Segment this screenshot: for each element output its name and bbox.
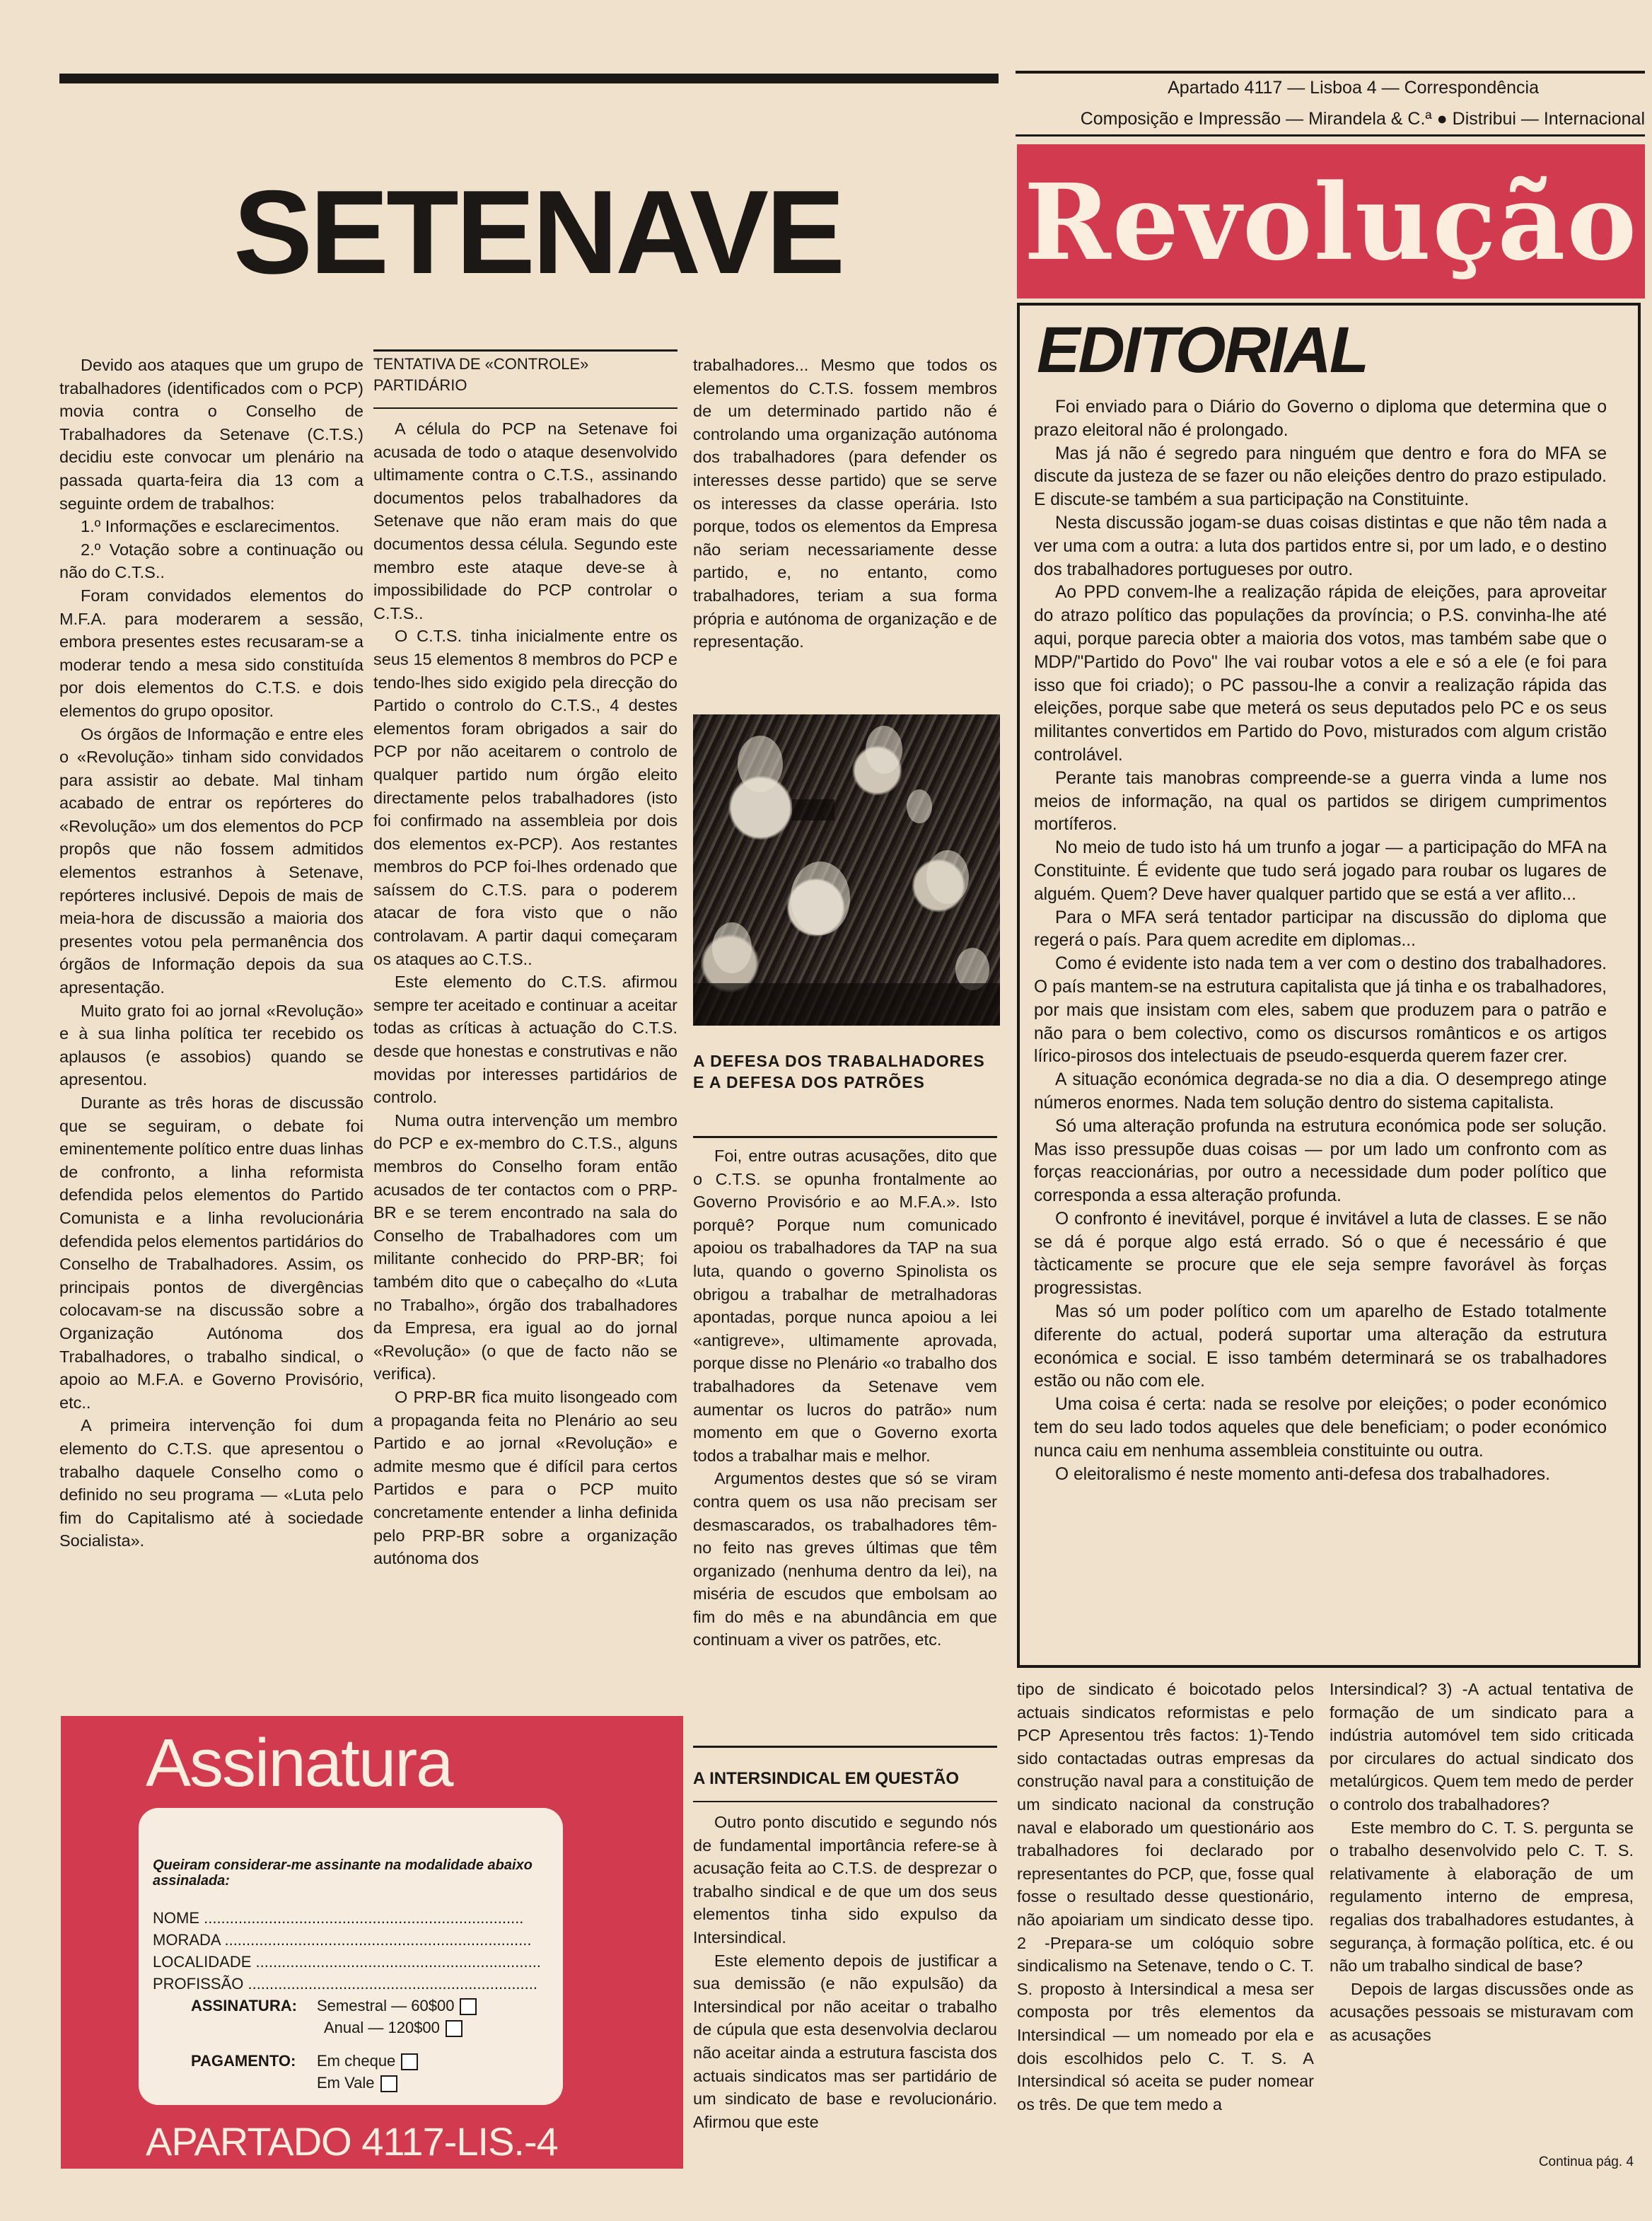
subscription-form: [139, 1808, 563, 2105]
locality-field[interactable]: LOCALIDADE ..................................................................: [153, 1953, 541, 1971]
address-field[interactable]: MORADA .......................................................................: [153, 1931, 532, 1949]
profession-field-label: PROFISSÃO: [153, 1975, 244, 1993]
article-paragraph: Este elemento do C.T.S. afirmou sempre ter aceitado e continuar a aceitar todas as críticas à actuação do C.T.S. desde que honestas e construtivas e não movidas por interesses partidários de controlo.: [373, 973, 677, 1107]
article-paragraph: tipo de sindicato é boicotado pelos actuais sindicatos reformistas e pelo PCP Apresentou três factos: 1)-Tendo sido contactadas outras empresas da construção naval para a constituição de um sindicato nacional da construção naval e elaborado um questionário aos trabalhadores foi declarado por representantes do PCP, que, fosse qual fosse o resultado desse questionário, não apoiariam um sindicato desse tipo. 2 -Prepara-se um colóquio sobre sindicalismo na Setenave, tendo o C. T. S. proposto à Intersindical a mesa ser composta por três elementos da Intersindical — um nomeado por ela e dois escolhidos pelo C. T. S. A Intersindical só aceita se puder nomear os três. De que tem medo a: [1017, 1680, 1314, 2113]
top-rule-left: [59, 74, 999, 83]
article-paragraph: Numa outra intervenção um membro do PCP e ex-membro do C.T.S., alguns membros do Conselho foram então acusados de ter contactos com o PRP-BR e se terem encontrado na sala do Conselho de Trabalhadores com um militante conhecido do PRP-BR; foi também dito que o cabeçalho do «Luta no Trabalho», órgão dos trabalhadores da Empresa, era igual ao do jornal «Revolução» (o que de facto não se verifica).: [373, 1110, 677, 1384]
name-field-label: NOME: [153, 1909, 199, 1927]
article-column-4: [1017, 1678, 1314, 2173]
top-rule-right: [1016, 71, 1645, 74]
article-column-2: [373, 417, 677, 1691]
editorial-paragraph: Foi enviado para o Diário do Governo o diploma que determina que o prazo eleitoral não é prolongado.: [1034, 398, 1607, 440]
editorial-paragraph: Uma coisa é certa: nada se resolve por eleições; o poder económico tem do seu lado todos aqueles que dele beneficiam; o poder económico nunca caiu em nenhuma assembleia constituinte ou outra.: [1034, 1395, 1607, 1461]
article-paragraph: trabalhadores... Mesmo que todos os elementos do C.T.S. fossem membros de um determinado partido não é controlando uma organização autónoma dos trabalhadores (para defender os interesses desse partido) que se serve os interesses da classe operária. Isto porque, todos os elementos da Empresa não seriam necessariamente desse partido, e, no entanto, como trabalhadores, teriam a sua forma própria e autónoma de organização e de representação.: [693, 356, 997, 651]
subscription-coupon: [61, 1716, 683, 2169]
article-paragraph: Durante as três horas de discussão que se seguiram, o debate foi eminentemente político entre duas linhas de confronto, a linha reformista defendida pelos elementos do Partido Comunista e a linha revolucionária defendida pelos elementos partidários do Conselho de Trabalhadores. Assim, os principais pontos de divergências colocavam-se na discussão sobre a Organização Autónoma dos Trabalhadores, o trabalho sindical, o apoio ao M.F.A. e Governo Provisório, etc..: [59, 1094, 363, 1412]
col3b-heading-rule-top: [693, 1746, 997, 1748]
vale-option-label: Em Vale: [317, 2074, 375, 2092]
vale-checkbox[interactable]: [380, 2075, 397, 2092]
article-paragraph: Intersindical? 3) -A actual tentativa de formação de um sindicato para a indústria automóvel tem sido criticada por circulares do actual sindicato dos metalúrgicos. Quem tem medo de perder o controlo dos trabalhadores?: [1330, 1680, 1634, 1814]
crowd-photo: [693, 714, 1000, 1026]
article-paragraph: O C.T.S. tinha inicialmente entre os seus 15 elementos 8 membros do PCP e tendo-lhes sido exigido pela direcção do Partido o controlo do C.T.S., 4 destes elementos foram obrigados a sair do PCP por não aceitarem o controlo de qualquer partido num órgão eleito directamente pelos trabalhadores (isto foi confirmado na assembleia por dois dos elementos ex-PCP). Aos restantes membros do PCP foi-lhes ordenado que saíssem do C.T.S. para o poderem atacar de fora visto que o não controlavam. A partir daqui começaram os ataques ao C.T.S..: [373, 627, 677, 968]
subscription-type-label: ASSINATURA:: [191, 1997, 297, 2014]
masthead-rule: [1016, 134, 1645, 137]
semestral-option[interactable]: [317, 1995, 477, 2017]
article-column-1: [59, 354, 363, 1683]
editorial-paragraph: Só uma alteração profunda na estrutura económica pode ser solução. Mas isso pressupõe duas coisas — por um lado um confronto com as forças reaccionárias, por outro a necessidade dum poder político que corresponda a essa alteração profunda.: [1034, 1116, 1607, 1206]
vale-option[interactable]: [317, 2072, 397, 2094]
article-paragraph: A célula do PCP na Setenave foi acusada de todo o ataque desenvolvido ultimamente contra o C.T.S., assinando documentos pelos trabalhadores da Setenave que não eram mais do que documentos dessa célula. Segundo este membro este ataque deve-se à impossibilidade do PCP controlar o C.T.S..: [373, 419, 677, 622]
article-paragraph: Muito grato foi ao jornal «Revolução» e à sua linha política ter recebido os aplausos (e assobios) quando se apresentou.: [59, 1001, 363, 1089]
article-paragraph: Foram convidados elementos do M.F.A. para moderarem a sessão, embora presentes estes recusaram-se a moderar tendo a mesa sido constituída por dois elementos do C.T.S. e dois elementos do grupo opositor.: [59, 586, 363, 720]
subscription-intro: Queiram considerar-me assinante na modalidade abaixo assinalada:: [153, 1857, 533, 1889]
editorial-paragraph: No meio de tudo isto há um trunfo a jogar — a participação do MFA na Constituinte. É evidente que tudo será jogado para roubar os lugares de alguém. Quem? Deve haver qualquer partido que se está a ver aflito...: [1034, 838, 1607, 904]
editorial-paragraph: A situação económica degrada-se no dia a dia. O desemprego atinge números enormes. Nada tem solução dentro do sistema capitalista.: [1034, 1070, 1607, 1113]
cheque-option-label: Em cheque: [317, 2052, 396, 2070]
anual-option[interactable]: [324, 2017, 463, 2039]
article-paragraph: Argumentos destes que só se viram contra quem os usa não precisam ser desmascarados, os trabalhadores têm-no feito nas greves últimas que têm organizado (nenhuma dentro da lei), na miséria de escudos que embolsam ao fim do mês e na abundância em que continuam a viver os patrões, etc.: [693, 1469, 997, 1649]
article-paragraph: O PRP-BR fica muito lisongeado com a propaganda feita no Plenário ao seu Partido e ao jornal «Revolução» e admite mesmo que é difícil para certos Partidos e para o PCP muito concretamente entender a linha definida pelo PRP-BR sobre a organização autónoma dos: [373, 1387, 677, 1568]
article-paragraph: Depois de largas discussões onde as acusações pessoais se misturavam com as acusações: [1330, 1979, 1634, 2044]
col3-heading-rule: [693, 1136, 997, 1138]
continued-note: Continua pág. 4: [1538, 2155, 1634, 2169]
editorial-title: EDITORIAL: [1037, 314, 1368, 386]
editorial-text: [1034, 396, 1607, 1662]
locality-field-label: LOCALIDADE: [153, 1953, 252, 1971]
article-column-3b: [693, 1811, 997, 2179]
subscription-address: APARTADO 4117-LIS.-4: [146, 2119, 558, 2164]
editorial-paragraph: O confronto é inevitável, porque é invitável a luta de classes. E se não se dá é porque algo está errado. Só o que é necessário é que tàcticamente se procure que ele seja sempre favorável às forças progressistas.: [1034, 1209, 1607, 1299]
article-headline: SETENAVE: [233, 166, 843, 298]
masthead-line-2: Composição e Impressão — Mirandela & C.ª ● Distribui — Internacional: [1080, 109, 1645, 129]
article-paragraph: 1.º Informações e esclarecimentos.: [81, 517, 340, 536]
col2-heading-rule-bottom: [373, 407, 677, 409]
semestral-option-label: Semestral — 60$00: [317, 1997, 455, 2014]
profession-field[interactable]: PROFISSÃO ...................................................................: [153, 1975, 537, 1993]
article-paragraph: Foi, entre outras acusações, dito que o C.T.S. se opunha frontalmente ao Governo Provisório e ao M.F.A.». Isto porquê? Porque num comunicado apoiou os trabalhadores da TAP na sua luta, quando o governo Spinolista os obrigou a trabalhar de metralhadoras apontadas, porque nunca apoiou a lei «antigreve», ultimamente aprovada, porque disse no Plenário «o trabalho dos trabalhadores da Setenave vem aumentar os lucros do patrão» num momento em que o Governo exorta todos a trabalhar mais e melhor.: [693, 1147, 997, 1465]
col3b-heading: A INTERSINDICAL EM QUESTÃO: [693, 1769, 960, 1788]
col3-heading: A DEFESA DOS TRABALHADORES E A DEFESA DOS PATRÕES: [693, 1052, 985, 1091]
semestral-checkbox[interactable]: [460, 1998, 477, 2015]
article-paragraph: 2.º Votação sobre a continuação ou não do C.T.S..: [59, 540, 363, 582]
cheque-checkbox[interactable]: [401, 2053, 418, 2070]
editorial-paragraph: Mas só um poder político com um aparelho de Estado totalmente diferente do actual, poderá suportar uma alteração da estrutura económica e social. E isso também determinará se os trabalhadores estão ou não com ele.: [1034, 1302, 1607, 1391]
anual-option-label: Anual — 120$00: [324, 2019, 440, 2036]
article-column-5: [1330, 1678, 1634, 2130]
article-paragraph: Este elemento depois de justificar a sua demissão (e não expulsão) da Intersindical por não aceitar o trabalho de cúpula que esta desenvolvia declarou não aceitar ainda a estrutura fascista dos actuais sindicatos mas ser partidário de um sindicato de base e revolucionário. Afirmou que este: [693, 1951, 997, 2131]
editorial-paragraph: Para o MFA será tentador participar na discussão do diploma que regerá o país. Para quem acredite em diplomas...: [1034, 907, 1607, 951]
article-paragraph: Devido aos ataques que um grupo de trabalhadores (identificados com o PCP) movia contra o Conselho de Trabalhadores da Setenave (C.T.S.) decidiu este convocar um plenário na passada quarta-feira dia 13 com a seguinte ordem de trabalhos:: [59, 356, 363, 513]
editorial-paragraph: Nesta discussão jogam-se duas coisas distintas e que não têm nada a ver uma com a outra: a luta dos partidos entre si, por um lado, e o destino dos trabalhadores portugueses por outro.: [1034, 513, 1607, 579]
newspaper-title: Revolução: [1023, 161, 1639, 284]
masthead-line-1: Apartado 4117 — Lisboa 4 — Correspondência: [1168, 78, 1539, 98]
cheque-option[interactable]: [317, 2050, 418, 2072]
crowd-photo-figures: [693, 714, 1000, 1026]
editorial-paragraph: Perante tais manobras compreende-se a guerra vinda a lume nos meios de informação, na qual os partidos se dirigem cumprimentos mortíferos.: [1034, 768, 1607, 835]
article-paragraph: Este membro do C. T. S. pergunta se o trabalho desenvolvido pelo C. T. S. relativamente à elaboração de um regulamento interno de empresa, regalias dos trabalhadores estudantes, à segurança, à formação política, etc. é ou não um trabalho sindical de base?: [1330, 1818, 1634, 1976]
address-field-label: MORADA: [153, 1931, 221, 1949]
editorial-paragraph: Como é evidente isto nada tem a ver com o destino dos trabalhadores. O país mantem-se na estrutura capitalista que já tinha e os trabalhadores, por mais que insistam com eles, sabem que produzem para o patrão e não para o bem colectivo, como os discursos românticos e os artigos lírico-pirosos dos intelectuais de pseudo-esquerda querem fazer crer.: [1034, 954, 1607, 1067]
col2-heading-rule-top: [373, 349, 677, 352]
article-column-3-top: [693, 354, 997, 714]
subscription-title: Assinatura: [146, 1725, 453, 1801]
editorial-paragraph: O eleitoralismo é neste momento anti-defesa dos trabalhadores.: [1055, 1464, 1550, 1484]
article-paragraph: A primeira intervenção foi dum elemento do C.T.S. que apresentou o trabalho daquele Conselho como o definido no seu programa — «Luta pelo fim do Capitalismo até à sociedade Socialista».: [59, 1416, 363, 1550]
name-field[interactable]: NOME ..........................................................................: [153, 1909, 524, 1927]
anual-checkbox[interactable]: [446, 2020, 463, 2037]
article-paragraph: Outro ponto discutido e segundo nós de fundamental importância refere-se à acusação feita ao C.T.S. de desprezar o trabalho sindical e de que um dos seus elementos tinha sido expulso da Intersindical.: [693, 1813, 997, 1947]
editorial-paragraph: Mas já não é segredo para ninguém que dentro e fora do MFA se discute da justeza de se fazer ou não eleições dentro do prazo estipulado. E discute-se também a sua participação na Constituinte.: [1034, 443, 1607, 510]
col3b-heading-rule-bottom: [693, 1801, 997, 1802]
article-paragraph: Os órgãos de Informação e entre eles o «Revolução» tinham sido convidados para assistir ao debate. Mal tinham acabado de entrar os repórteres do «Revolução» um dos elementos do PCP propôs que não fossem admitidos elementos estranhos à Setenave, repórteres inclusivé. Depois de mais de meia-hora de discussão a maioria dos presentes votou pela permanência dos órgãos de Informação depois da sua apresentação.: [59, 724, 363, 997]
editorial-paragraph: Ao PPD convem-lhe a realização rápida de eleições, para aproveitar do atrazo político das populações da província; o P.S. convinha-lhe até aqui, porque parecia obter a maioria dos votos, mas também sabe que o MDP/"Partido do Povo" lhe vai roubar votos a ele e só a ele (e foi para isso que foi criado); o PC passou-lhe a convir a realização rápida das eleições, porque sabe que meterá os seus deputados pelo PC e os seus militantes convertidos em Partido do Povo, misturados com algum cristão controlável.: [1034, 583, 1607, 765]
payment-label: PAGAMENTO:: [191, 2052, 296, 2070]
article-column-3: [693, 1144, 997, 1732]
col2-heading: TENTATIVA DE «CONTROLE» PARTIDÁRIO: [373, 355, 589, 394]
